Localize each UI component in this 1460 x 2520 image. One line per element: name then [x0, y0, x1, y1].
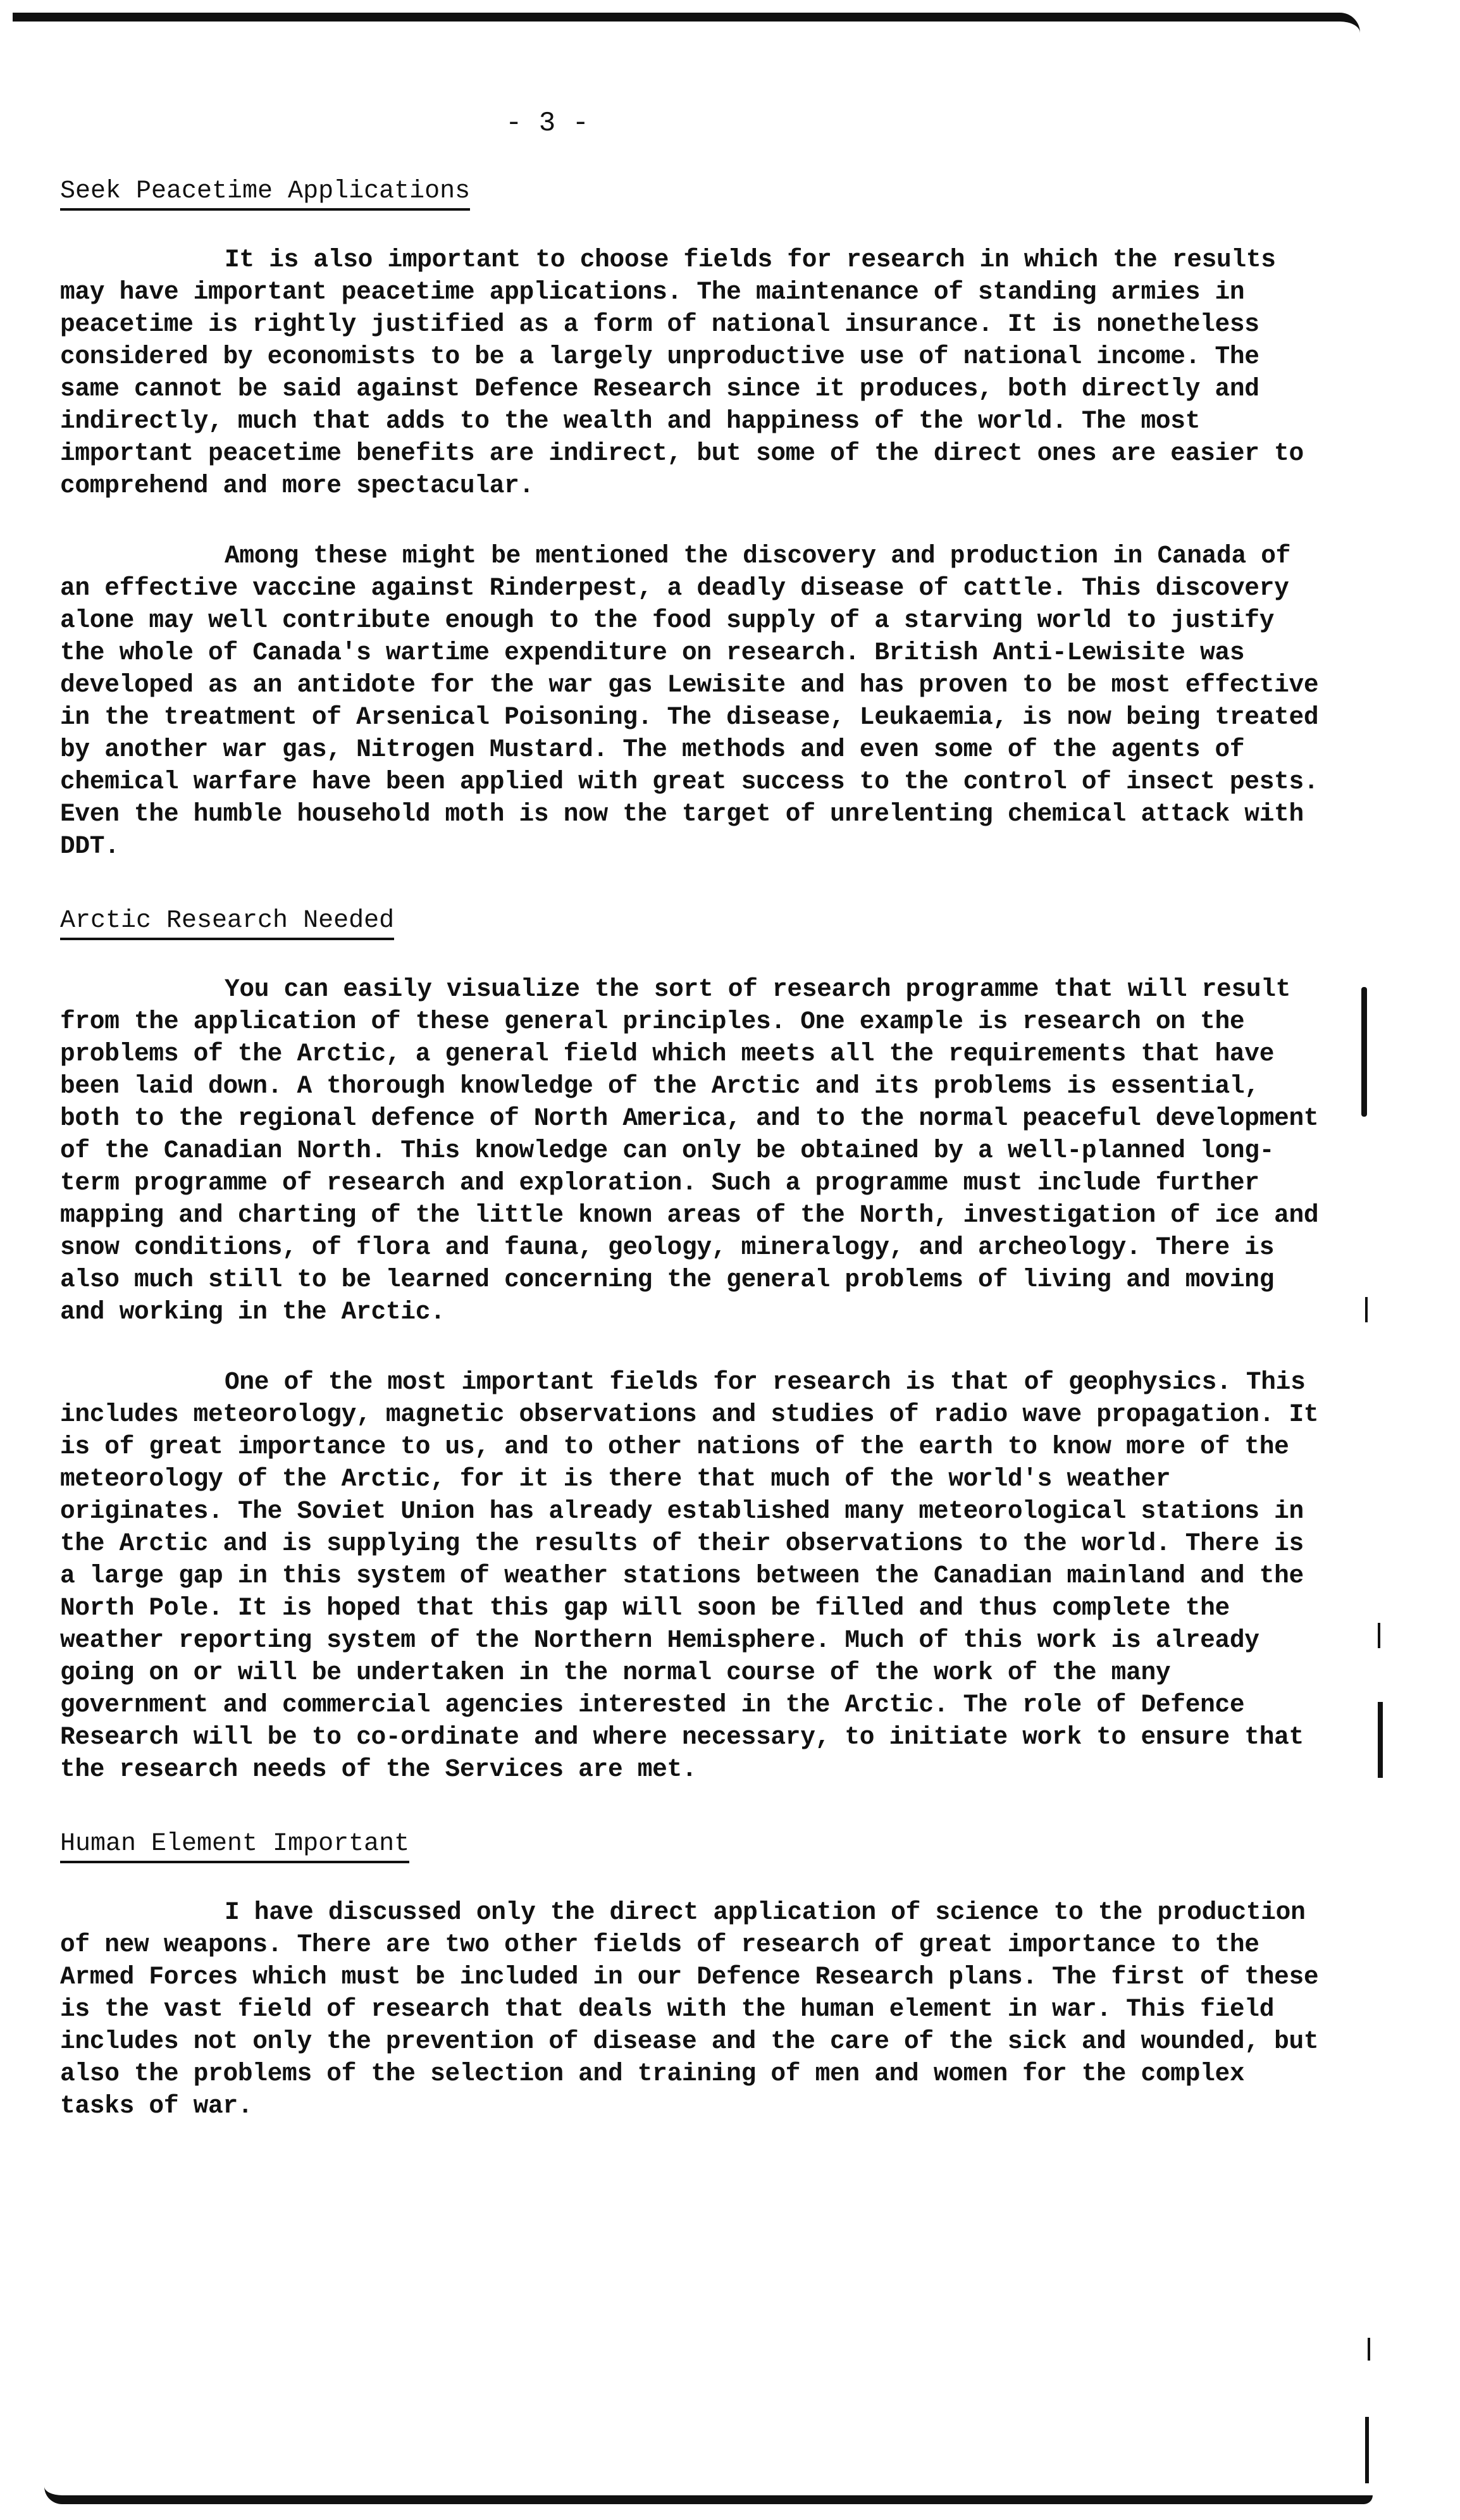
- section-heading: Human Element Important: [60, 1830, 409, 1863]
- page-border-bottom: [44, 2486, 1373, 2504]
- margin-bracket-mark: [1378, 1702, 1383, 1778]
- section-arctic-research: [60, 907, 1325, 1785]
- page-number: - 3 -: [505, 108, 590, 139]
- margin-tick-mark: [1378, 1623, 1380, 1648]
- margin-tick-mark: [1365, 1297, 1368, 1322]
- body-paragraph: One of the most important fields for research is that of geophysics. This includes meteorology, magnetic observations and studies of radio wave propagation. It is of great importance to us, and to other nations of the earth to know more of the meteorology of the Arctic, for it is there that much of the world's weather originates. The Soviet Union has already established many meteorological stations in the Arctic and is supplying the results of their observations to the world. There is a large gap in this system of weather stations between the Canadian mainland and the North Pole. It is hoped that this gap will soon be filled and thus complete the weather reporting system of the Northern Hemisphere. Much of this work is already going on or will be undertaken in the normal course of the work of the many government and commercial agencies interested in the Arctic. The role of Defence Research will be to co-ordinate and where necessary, to initiate work to ensure that the research needs of the Services are met.: [60, 1368, 1319, 1784]
- body-paragraph: It is also important to choose fields for research in which the results may have important peacetime applications. The maintenance of standing armies in peacetime is rightly justified as a form of national insurance. It is nonetheless considered by economists to be a largely unproductive use of national income. The same cannot be said against Defence Research since it produces, both directly and indirectly, much that adds to the wealth and happiness of the world. The most important peacetime benefits are indirect, but some of the direct ones are easier to comprehend and more spectacular.: [60, 245, 1304, 500]
- section-heading: Seek Peacetime Applications: [60, 177, 470, 211]
- section-human-element: [60, 1830, 1325, 2122]
- margin-bracket-mark: [1365, 2417, 1369, 2483]
- section-heading: Arctic Research Needed: [60, 907, 394, 940]
- document-page: [60, 108, 1325, 2166]
- body-paragraph: You can easily visualize the sort of research programme that will result from the application of these general principles. One example is research on the problems of the Arctic, a general field which meets all the requirements that have been laid down. A thorough knowledge of the Arctic and its problems is essential, both to the regional defence of North America, and to the normal peaceful development of the Canadian North. This knowledge can only be obtained by a well-planned long-term programme of research and exploration. Such a programme must include further mapping and charting of the little known areas of the North, investigation of ice and snow conditions, of flora and fauna, geology, mineralogy, and archeology. There is also much still to be learned concerning the general problems of living and moving and working in the Arctic.: [60, 975, 1319, 1326]
- body-paragraph: Among these might be mentioned the discovery and production in Canada of an effective vaccine against Rinderpest, a deadly disease of cattle. This discovery alone may well contribute enough to the food supply of a starving world to justify the whole of Canada's wartime expenditure on research. British Anti-Lewisite was developed as an antidote for the war gas Lewisite and has proven to be most effective in the treatment of Arsenical Poisoning. The disease, Leukaemia, is now being treated by another war gas, Nitrogen Mustard. The methods and even some of the agents of chemical warfare have been applied with great success to the control of insect pests. Even the humble household moth is now the target of unrelenting chemical attack with DDT.: [60, 542, 1319, 860]
- body-paragraph: I have discussed only the direct application of science to the production of new weapons. There are two other fields of research of great importance to the Armed Forces which must be included in our Defence Research plans. The first of these is the vast field of research that deals with the human element in war. This field includes not only the prevention of disease and the care of the sick and wounded, but also the problems of the selection and training of men and women for the complex tasks of war.: [60, 1898, 1319, 2120]
- margin-tick-mark: [1368, 2338, 1370, 2361]
- section-peacetime-applications: [60, 177, 1325, 862]
- margin-bracket-mark: [1361, 987, 1367, 1117]
- page-border-top: [13, 13, 1360, 33]
